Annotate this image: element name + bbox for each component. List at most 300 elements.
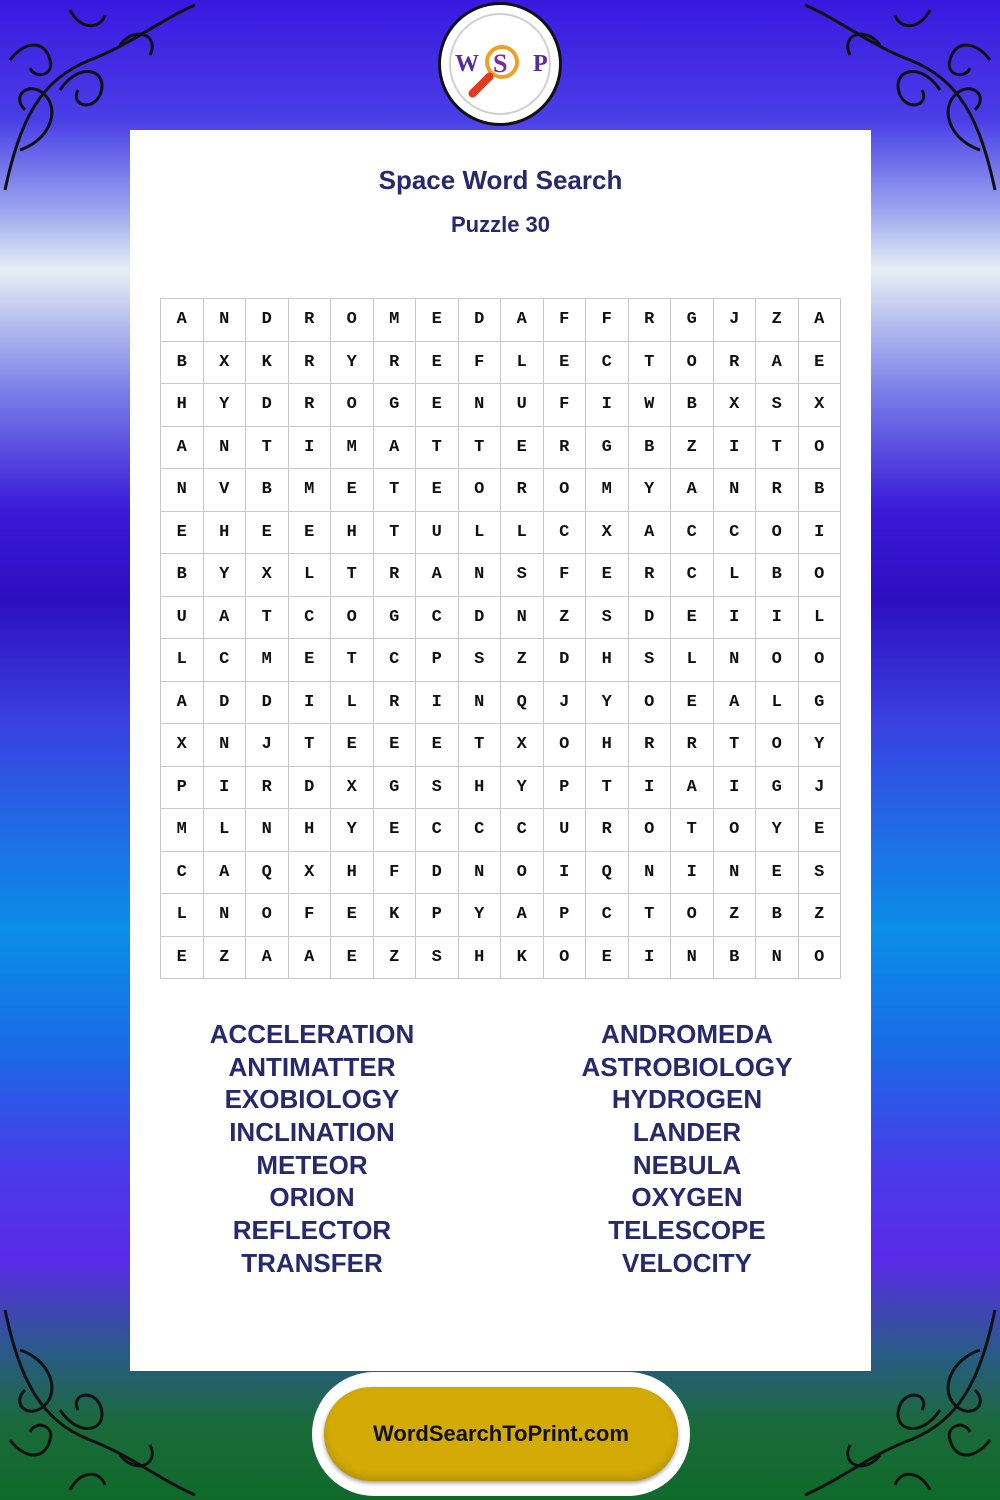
grid-cell[interactable]: U [543, 809, 586, 852]
grid-cell[interactable]: Q [586, 851, 629, 894]
grid-cell[interactable]: Y [798, 724, 841, 767]
grid-cell[interactable]: A [671, 469, 714, 512]
grid-cell[interactable]: S [501, 554, 544, 597]
grid-cell[interactable]: R [373, 341, 416, 384]
grid-cell[interactable]: F [288, 894, 331, 937]
grid-row [161, 384, 841, 427]
grid-cell[interactable]: R [671, 724, 714, 767]
grid-cell[interactable]: Q [246, 851, 289, 894]
grid-cell[interactable]: A [161, 681, 204, 724]
grid-cell[interactable]: N [203, 299, 246, 342]
grid-cell[interactable]: T [458, 724, 501, 767]
grid-cell[interactable]: A [501, 299, 544, 342]
grid-row [161, 681, 841, 724]
grid-cell[interactable]: T [713, 724, 756, 767]
grid-cell[interactable]: E [798, 809, 841, 852]
grid-cell[interactable]: N [246, 809, 289, 852]
grid-cell[interactable]: A [373, 426, 416, 469]
grid-cell[interactable]: P [543, 894, 586, 937]
grid-cell[interactable]: J [543, 681, 586, 724]
grid-row [161, 299, 841, 342]
word-list-left [152, 1018, 472, 1280]
grid-cell[interactable]: E [373, 809, 416, 852]
grid-cell[interactable]: R [373, 681, 416, 724]
site-banner-pill[interactable] [324, 1387, 678, 1481]
grid-cell[interactable]: L [331, 681, 374, 724]
grid-cell[interactable]: D [458, 596, 501, 639]
grid-cell[interactable]: L [501, 511, 544, 554]
grid-cell[interactable]: A [203, 851, 246, 894]
grid-cell[interactable]: H [288, 809, 331, 852]
grid-cell[interactable]: A [713, 681, 756, 724]
grid-cell[interactable]: K [373, 894, 416, 937]
grid-cell[interactable]: E [161, 511, 204, 554]
word-list-item: INCLINATION [229, 1117, 395, 1148]
grid-cell[interactable]: V [203, 469, 246, 512]
word-list-item: ANTIMATTER [228, 1051, 396, 1082]
grid-cell[interactable]: M [331, 426, 374, 469]
grid-cell[interactable]: C [713, 511, 756, 554]
grid-cell[interactable]: I [586, 384, 629, 427]
grid-cell[interactable]: R [288, 299, 331, 342]
grid-cell[interactable]: O [331, 384, 374, 427]
logo-letter-s: S [493, 49, 508, 78]
grid-row [161, 469, 841, 512]
grid-cell[interactable]: L [161, 639, 204, 682]
grid-cell[interactable]: M [586, 469, 629, 512]
grid-cell[interactable]: R [288, 384, 331, 427]
wsp-logo [438, 2, 562, 126]
grid-cell[interactable]: O [543, 469, 586, 512]
grid-cell[interactable]: M [288, 469, 331, 512]
grid-cell[interactable]: A [756, 341, 799, 384]
grid-cell[interactable]: I [713, 426, 756, 469]
grid-cell[interactable]: H [161, 384, 204, 427]
grid-cell[interactable]: E [416, 469, 459, 512]
grid-cell[interactable]: B [756, 894, 799, 937]
grid-cell[interactable]: L [671, 639, 714, 682]
grid-cell[interactable]: G [373, 596, 416, 639]
grid-cell[interactable]: F [586, 299, 629, 342]
grid-cell[interactable]: I [288, 681, 331, 724]
grid-row [161, 936, 841, 979]
grid-cell[interactable]: C [416, 596, 459, 639]
grid-cell[interactable]: E [798, 341, 841, 384]
puzzle-sheet [130, 130, 871, 1371]
grid-cell[interactable]: I [671, 851, 714, 894]
grid-cell[interactable]: O [331, 299, 374, 342]
grid-cell[interactable]: D [543, 639, 586, 682]
grid-cell[interactable]: M [246, 639, 289, 682]
grid-row [161, 766, 841, 809]
word-list-item: LANDER [632, 1117, 742, 1148]
grid-cell[interactable]: G [373, 384, 416, 427]
grid-cell[interactable]: H [458, 936, 501, 979]
grid-cell[interactable]: N [458, 384, 501, 427]
grid-cell[interactable]: B [161, 341, 204, 384]
grid-cell[interactable]: S [416, 936, 459, 979]
grid-cell[interactable]: P [416, 894, 459, 937]
grid-cell[interactable]: D [246, 681, 289, 724]
grid-cell[interactable]: E [671, 596, 714, 639]
word-list-item: ASTROBIOLOGY [581, 1051, 793, 1082]
grid-cell[interactable]: Z [798, 894, 841, 937]
grid-cell[interactable]: J [798, 766, 841, 809]
grid-cell[interactable]: T [331, 554, 374, 597]
grid-cell[interactable]: C [671, 511, 714, 554]
grid-cell[interactable]: O [756, 511, 799, 554]
grid-cell[interactable]: C [458, 809, 501, 852]
grid-cell[interactable]: Y [586, 681, 629, 724]
grid-cell[interactable]: E [161, 936, 204, 979]
grid-cell[interactable]: S [756, 384, 799, 427]
grid-cell[interactable]: E [416, 384, 459, 427]
grid-cell[interactable]: A [203, 596, 246, 639]
grid-cell[interactable]: W [628, 384, 671, 427]
grid-cell[interactable]: P [416, 639, 459, 682]
grid-cell[interactable]: J [246, 724, 289, 767]
grid-cell[interactable]: L [288, 554, 331, 597]
word-list-item: OXYGEN [631, 1182, 743, 1213]
grid-cell[interactable]: G [586, 426, 629, 469]
grid-cell[interactable]: C [671, 554, 714, 597]
site-banner[interactable] [312, 1372, 690, 1496]
grid-cell[interactable]: X [246, 554, 289, 597]
grid-cell[interactable]: A [288, 936, 331, 979]
grid-cell[interactable]: N [458, 851, 501, 894]
grid-row [161, 639, 841, 682]
grid-cell[interactable]: Y [628, 469, 671, 512]
grid-cell[interactable]: F [543, 384, 586, 427]
grid-cell[interactable]: B [671, 384, 714, 427]
grid-cell[interactable]: E [756, 851, 799, 894]
grid-cell[interactable]: R [246, 766, 289, 809]
grid-cell[interactable]: N [203, 426, 246, 469]
grid-cell[interactable]: T [416, 426, 459, 469]
grid-cell[interactable]: R [288, 341, 331, 384]
grid-cell[interactable]: R [628, 554, 671, 597]
grid-cell[interactable]: T [331, 639, 374, 682]
word-list-item: VELOCITY [621, 1247, 752, 1278]
grid-cell[interactable]: B [756, 554, 799, 597]
grid-cell[interactable]: K [501, 936, 544, 979]
grid-cell[interactable]: S [628, 639, 671, 682]
word-list-item: REFLECTOR [232, 1215, 392, 1246]
grid-cell[interactable]: I [543, 851, 586, 894]
grid-cell[interactable]: P [543, 766, 586, 809]
grid-cell[interactable]: C [373, 639, 416, 682]
grid-cell[interactable]: R [501, 469, 544, 512]
grid-cell[interactable]: I [288, 426, 331, 469]
grid-cell[interactable]: Z [756, 299, 799, 342]
grid-cell[interactable]: E [586, 936, 629, 979]
grid-cell[interactable]: H [458, 766, 501, 809]
grid-cell[interactable]: N [713, 851, 756, 894]
grid-cell[interactable]: S [798, 851, 841, 894]
grid-row [161, 596, 841, 639]
grid-cell[interactable]: H [586, 724, 629, 767]
grid-row [161, 894, 841, 937]
grid-cell[interactable]: N [161, 469, 204, 512]
grid-cell[interactable]: O [671, 341, 714, 384]
grid-cell[interactable]: X [798, 384, 841, 427]
grid-cell[interactable]: O [246, 894, 289, 937]
site-url[interactable]: WordSearchToPrint.com [373, 1421, 629, 1446]
grid-cell[interactable]: L [756, 681, 799, 724]
grid-cell[interactable]: C [161, 851, 204, 894]
grid-cell[interactable]: T [628, 341, 671, 384]
grid-cell[interactable]: L [501, 341, 544, 384]
grid-cell[interactable]: E [246, 511, 289, 554]
grid-row [161, 809, 841, 852]
grid-cell[interactable]: N [756, 936, 799, 979]
grid-cell[interactable]: B [713, 936, 756, 979]
grid-cell[interactable]: Z [543, 596, 586, 639]
grid-cell[interactable]: I [416, 681, 459, 724]
grid-cell[interactable]: I [713, 596, 756, 639]
grid-cell[interactable]: I [713, 766, 756, 809]
grid-cell[interactable]: T [628, 894, 671, 937]
grid-cell[interactable]: M [373, 299, 416, 342]
grid-cell[interactable]: X [501, 724, 544, 767]
grid-cell[interactable]: L [203, 809, 246, 852]
grid-cell[interactable]: E [416, 724, 459, 767]
grid-cell[interactable]: L [713, 554, 756, 597]
word-list-item: EXOBIOLOGY [224, 1084, 400, 1115]
grid-cell[interactable]: L [458, 511, 501, 554]
grid-cell[interactable]: Q [501, 681, 544, 724]
grid-cell[interactable]: B [246, 469, 289, 512]
grid-cell[interactable]: O [756, 639, 799, 682]
grid-cell[interactable]: F [543, 299, 586, 342]
grid-cell[interactable]: A [416, 554, 459, 597]
grid-cell[interactable]: O [543, 724, 586, 767]
grid-cell[interactable]: D [288, 766, 331, 809]
word-list-item: HYDROGEN [611, 1084, 763, 1115]
grid-cell[interactable]: T [586, 766, 629, 809]
grid-cell[interactable]: D [246, 299, 289, 342]
grid-cell[interactable]: U [416, 511, 459, 554]
word-list-right [527, 1018, 847, 1280]
grid-cell[interactable]: T [458, 426, 501, 469]
grid-cell[interactable]: N [671, 936, 714, 979]
grid-cell[interactable]: Y [203, 554, 246, 597]
grid-cell[interactable]: H [331, 511, 374, 554]
grid-cell[interactable]: N [458, 554, 501, 597]
grid-cell[interactable]: E [416, 341, 459, 384]
grid-cell[interactable]: I [203, 766, 246, 809]
grid-cell[interactable]: O [628, 809, 671, 852]
grid-cell[interactable]: R [628, 724, 671, 767]
grid-cell[interactable]: A [246, 936, 289, 979]
grid-cell[interactable]: I [756, 596, 799, 639]
grid-row [161, 341, 841, 384]
grid-cell[interactable]: A [798, 299, 841, 342]
logo-letter-p: P [533, 51, 548, 77]
grid-cell[interactable]: E [373, 724, 416, 767]
grid-cell[interactable]: A [501, 894, 544, 937]
grid-cell[interactable]: U [501, 384, 544, 427]
grid-cell[interactable]: O [543, 936, 586, 979]
grid-cell[interactable]: X [203, 341, 246, 384]
grid-cell[interactable]: R [628, 299, 671, 342]
grid-cell[interactable]: P [161, 766, 204, 809]
grid-cell[interactable]: D [246, 384, 289, 427]
grid-cell[interactable]: E [331, 724, 374, 767]
grid-cell[interactable]: I [798, 511, 841, 554]
grid-cell[interactable]: S [458, 639, 501, 682]
grid-cell[interactable]: D [628, 596, 671, 639]
grid-cell[interactable]: N [713, 639, 756, 682]
grid-cell[interactable]: R [543, 426, 586, 469]
grid-cell[interactable]: F [458, 341, 501, 384]
word-list-item: ACCELERATION [209, 1019, 415, 1049]
grid-cell[interactable]: L [798, 596, 841, 639]
grid-cell[interactable]: G [373, 766, 416, 809]
grid-cell[interactable]: M [161, 809, 204, 852]
grid-cell[interactable]: J [713, 299, 756, 342]
grid-cell[interactable]: E [288, 639, 331, 682]
grid-cell[interactable]: L [161, 894, 204, 937]
grid-cell[interactable]: O [798, 554, 841, 597]
grid-cell[interactable]: Y [331, 809, 374, 852]
grid-cell[interactable]: N [203, 724, 246, 767]
grid-cell[interactable]: O [713, 809, 756, 852]
grid-cell[interactable]: O [798, 426, 841, 469]
grid-cell[interactable]: Z [373, 936, 416, 979]
grid-cell[interactable]: R [713, 341, 756, 384]
grid-cell[interactable]: Z [501, 639, 544, 682]
grid-row [161, 724, 841, 767]
letter-grid [160, 298, 841, 979]
grid-cell[interactable]: S [586, 596, 629, 639]
grid-cell[interactable]: U [161, 596, 204, 639]
grid-cell[interactable]: O [458, 469, 501, 512]
grid-cell[interactable]: Y [501, 766, 544, 809]
grid-cell[interactable]: Y [756, 809, 799, 852]
grid-row [161, 426, 841, 469]
word-list-item: ANDROMEDA [601, 1019, 773, 1049]
grid-cell[interactable]: Z [713, 894, 756, 937]
logo-letter-w: W [455, 51, 479, 77]
grid-cell[interactable]: Y [203, 384, 246, 427]
grid-cell[interactable]: N [203, 894, 246, 937]
page-title: Space Word Search [378, 165, 623, 195]
grid-cell[interactable]: N [713, 469, 756, 512]
grid-cell[interactable]: S [416, 766, 459, 809]
grid-cell[interactable]: A [161, 426, 204, 469]
grid-cell[interactable]: H [203, 511, 246, 554]
grid-cell[interactable]: E [671, 681, 714, 724]
grid-cell[interactable]: T [671, 809, 714, 852]
grid-cell[interactable]: X [713, 384, 756, 427]
grid-cell[interactable]: C [416, 809, 459, 852]
grid-row [161, 511, 841, 554]
grid-cell[interactable]: C [288, 596, 331, 639]
grid-cell[interactable]: E [288, 511, 331, 554]
grid-cell[interactable]: C [543, 511, 586, 554]
grid-cell[interactable]: T [373, 469, 416, 512]
grid-cell[interactable]: N [628, 851, 671, 894]
grid-cell[interactable]: G [756, 766, 799, 809]
grid-cell[interactable]: G [671, 299, 714, 342]
grid-cell[interactable]: Y [331, 341, 374, 384]
grid-cell[interactable]: X [586, 511, 629, 554]
grid-cell[interactable]: E [331, 936, 374, 979]
grid-cell[interactable]: E [501, 426, 544, 469]
grid-cell[interactable]: C [203, 639, 246, 682]
grid-cell[interactable]: O [798, 936, 841, 979]
grid-cell[interactable]: O [798, 639, 841, 682]
grid-cell[interactable]: F [373, 851, 416, 894]
grid-cell[interactable]: T [288, 724, 331, 767]
grid-cell[interactable]: O [628, 681, 671, 724]
grid-cell[interactable]: E [331, 894, 374, 937]
grid-cell[interactable]: D [458, 299, 501, 342]
word-list-item: ORION [269, 1182, 355, 1213]
grid-cell[interactable]: D [416, 851, 459, 894]
grid-cell[interactable]: C [501, 809, 544, 852]
grid-cell[interactable]: Y [458, 894, 501, 937]
grid-cell[interactable]: B [798, 469, 841, 512]
grid-cell[interactable]: B [628, 426, 671, 469]
grid-cell[interactable]: E [331, 469, 374, 512]
word-list-item: NEBULA [632, 1149, 742, 1180]
grid-cell[interactable]: O [756, 724, 799, 767]
grid-cell[interactable]: N [501, 596, 544, 639]
grid-row [161, 554, 841, 597]
grid-cell[interactable]: E [586, 554, 629, 597]
grid-cell[interactable]: F [543, 554, 586, 597]
grid-cell[interactable]: Z [671, 426, 714, 469]
puzzle-number: Puzzle 30 [450, 212, 551, 237]
grid-cell[interactable]: X [161, 724, 204, 767]
grid-cell[interactable]: A [628, 511, 671, 554]
grid-cell[interactable]: H [331, 851, 374, 894]
grid-cell[interactable]: K [246, 341, 289, 384]
grid-cell[interactable]: C [586, 341, 629, 384]
grid-cell[interactable]: O [501, 851, 544, 894]
grid-cell[interactable]: B [161, 554, 204, 597]
word-list-item: TELESCOPE [608, 1215, 766, 1246]
grid-cell[interactable]: T [246, 596, 289, 639]
grid-cell[interactable]: O [671, 894, 714, 937]
grid-cell[interactable]: Z [203, 936, 246, 979]
grid-cell[interactable]: G [798, 681, 841, 724]
grid-cell[interactable]: T [246, 426, 289, 469]
grid-cell[interactable]: D [203, 681, 246, 724]
grid-cell[interactable]: C [586, 894, 629, 937]
grid-cell[interactable]: X [288, 851, 331, 894]
grid-cell[interactable]: I [628, 936, 671, 979]
grid-cell[interactable]: N [458, 681, 501, 724]
grid-cell[interactable]: A [161, 299, 204, 342]
grid-cell[interactable]: X [331, 766, 374, 809]
grid-cell[interactable]: T [756, 426, 799, 469]
grid-cell[interactable]: R [756, 469, 799, 512]
grid-cell[interactable]: H [586, 639, 629, 682]
grid-row [161, 851, 841, 894]
grid-cell[interactable]: T [373, 511, 416, 554]
grid-cell[interactable]: E [416, 299, 459, 342]
grid-cell[interactable]: R [373, 554, 416, 597]
grid-cell[interactable]: A [671, 766, 714, 809]
grid-cell[interactable]: R [586, 809, 629, 852]
grid-cell[interactable]: E [543, 341, 586, 384]
grid-cell[interactable]: I [628, 766, 671, 809]
word-list-item: TRANSFER [241, 1247, 383, 1278]
grid-cell[interactable]: O [331, 596, 374, 639]
